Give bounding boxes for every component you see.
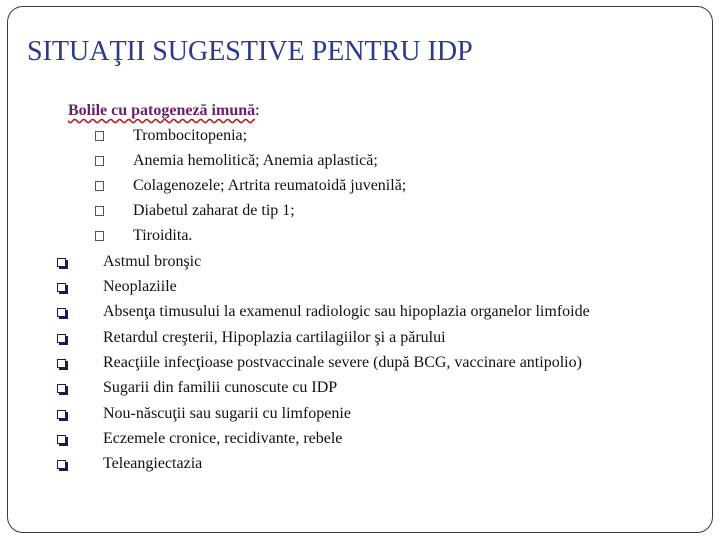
sub-list-item: Anemia hemolitică; Anemia aplastică; [133,152,378,169]
shadowed-square-bullet-icon [57,410,68,421]
main-list-item: Eczemele cronice, recidivante, rebele [103,430,343,447]
section-heading-colon: : [255,102,260,119]
hollow-square-bullet-icon [95,131,104,141]
main-list-item: Absenţa timusului la examenul radiologic sau hipoplazia organelor limfoide [103,303,590,320]
shadowed-square-bullet-icon [57,283,68,294]
sub-list-item: Trombocitopenia; [133,127,248,144]
sub-list-item: Tiroidita. [133,227,193,244]
sub-list-item: Colagenozele; Artrita reumatoidă juvenilă; [133,177,407,194]
shadowed-square-bullet-icon [57,308,68,319]
main-list-item: Reacţiile infecţioase postvaccinale severe (după BCG, vaccinare antipolio) [103,354,582,371]
hollow-square-bullet-icon [95,156,104,166]
main-list-item: Retardul creşterii, Hipoplazia cartilagiilor şi a părului [103,329,446,346]
shadowed-square-bullet-icon [57,460,68,471]
shadowed-square-bullet-icon [57,384,68,395]
hollow-square-bullet-icon [95,181,104,191]
main-list-item: Neoplaziile [103,278,177,295]
shadowed-square-bullet-icon [57,258,68,269]
main-list-item: Sugarii din familii cunoscute cu IDP [103,379,338,396]
hollow-square-bullet-icon [95,206,104,216]
shadowed-square-bullet-icon [57,359,68,370]
main-list-item: Teleangiectazia [103,455,203,472]
sub-list-item: Diabetul zaharat de tip 1; [133,202,295,219]
section-heading-term: Bolile cu patogeneză imună [68,102,256,119]
section-heading [68,102,260,120]
shadowed-square-bullet-icon [57,435,68,446]
main-list-item: Nou-născuţii sau sugarii cu limfopenie [103,405,351,422]
hollow-square-bullet-icon [95,231,104,241]
slide-title: SITUAŢII SUGESTIVE PENTRU IDP [27,36,473,67]
shadowed-square-bullet-icon [57,334,68,345]
main-list-item: Astmul bronşic [103,253,202,270]
